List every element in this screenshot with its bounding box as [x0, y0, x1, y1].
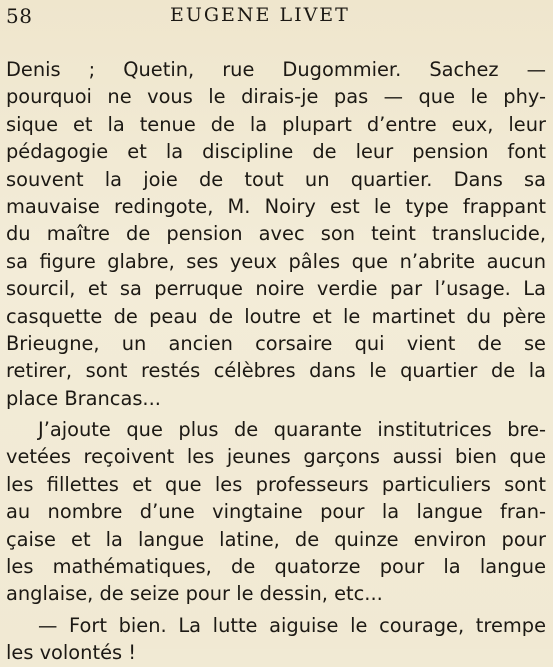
text-line: les volontés ! [6, 641, 137, 665]
text-line: pourquoi ne vous le dirais-je pas — que le phy- [6, 85, 546, 109]
text-line: les mathématiques, de quatorze pour la langue [6, 555, 546, 579]
text-line: vetées reçoivent les jeunes garçons aussi bien que [6, 445, 546, 469]
text-line: çaise et la langue latine, de quinze environ pour [6, 527, 546, 551]
text-line: souvent la joie de tout un quartier. Dans sa [6, 167, 546, 191]
body-text [6, 56, 546, 667]
text-line: sourcil, et sa perruque noire verdie par l’usage. La [6, 277, 546, 301]
text-line: J’ajoute que plus de quarante institutrices bre- [38, 418, 546, 442]
running-title: EUGENE LIVET [170, 4, 350, 26]
text-line: sique et la tenue de la plupart d’entre eux, leur [6, 112, 546, 136]
text-line: pédagogie et la discipline de leur pension font [6, 140, 546, 164]
text-line: au nombre d’une vingtaine pour la langue fran- [6, 500, 546, 524]
text-line: les fillettes et que les professeurs particuliers sont [6, 472, 546, 496]
text-line: anglaise, de seize pour le dessin, etc... [6, 582, 383, 606]
text-line: — Fort bien. La lutte aiguise le courage, trempe [38, 613, 546, 637]
text-line: retirer, sont restés célèbres dans le quartier de la [6, 359, 546, 383]
page-number: 58 [6, 4, 33, 28]
text-line: place Brancas... [6, 386, 161, 410]
paragraph [6, 612, 546, 667]
text-line: du maître de pension avec son teint translucide, [6, 222, 546, 246]
text-line: Brieugne, un ancien corsaire qui vient de se [6, 331, 546, 355]
text-line: mauvaise redingote, M. Noiry est le type frappant [6, 194, 546, 218]
text-line: sa figure glabre, ses yeux pâles que n’abrite aucun [6, 249, 546, 273]
text-line: Denis ; Quetin, rue Dugommier. Sachez — [6, 58, 546, 81]
page-header [0, 2, 553, 32]
paragraph [6, 56, 546, 412]
paragraph [6, 416, 546, 608]
text-line: casquette de peau de loutre et le martinet du père [6, 304, 546, 328]
